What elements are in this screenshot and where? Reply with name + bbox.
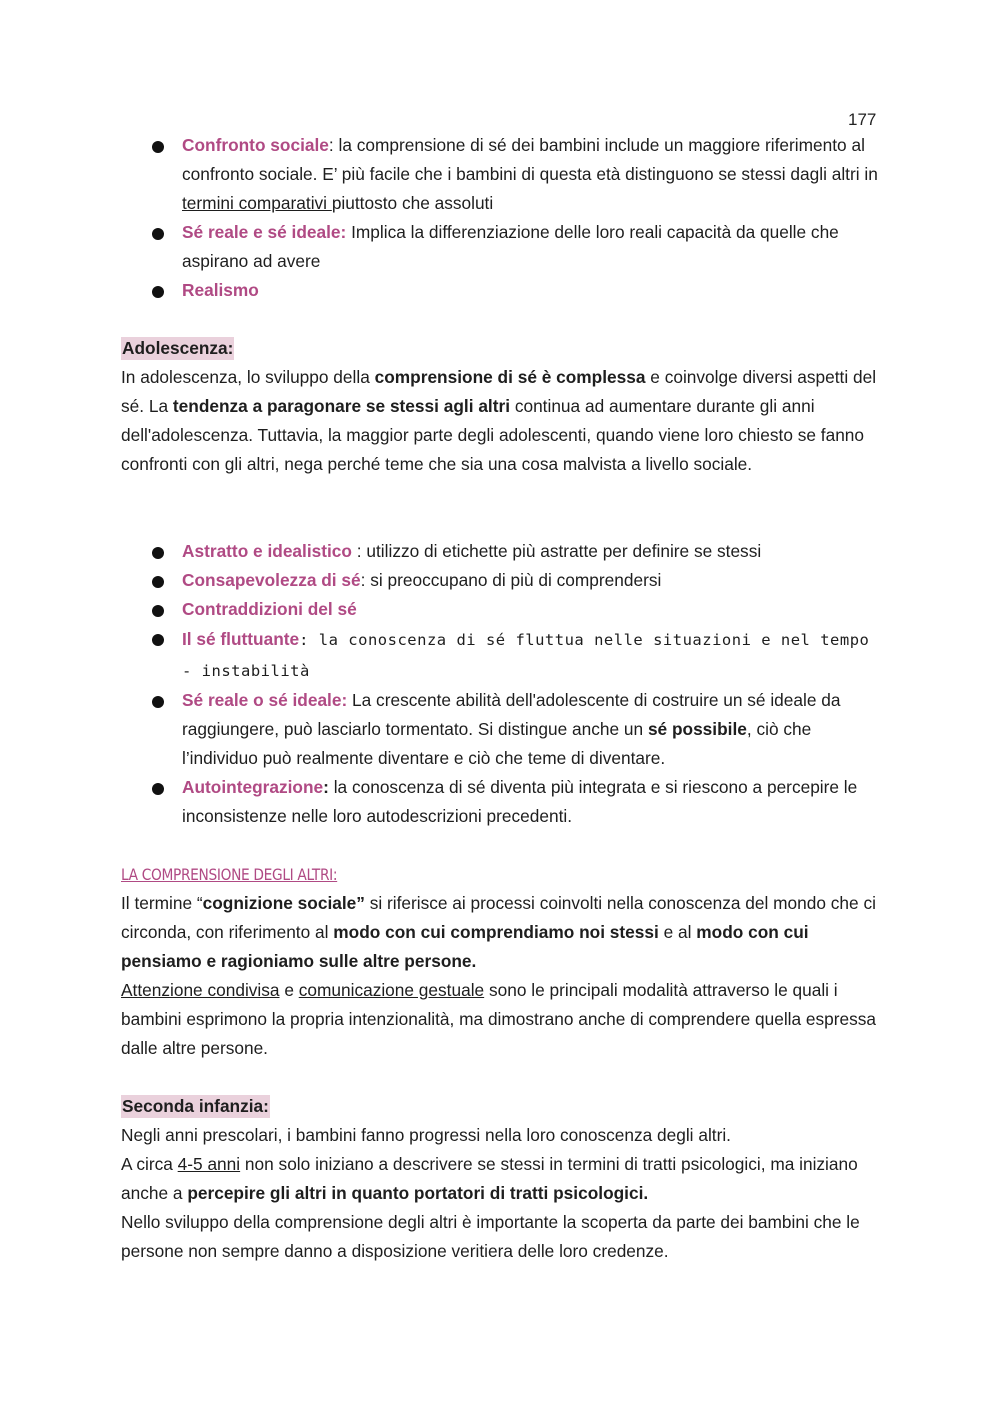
paragraph: A circa 4-5 anni non solo iniziano a descrivere se stessi in termini di tratti psicologici, ma iniziano anche a percepire gli altri in quanto portatori di tratti psicologici.: [121, 1154, 858, 1203]
bullet-icon: [152, 547, 164, 559]
list-item: [121, 624, 881, 686]
typewriter-text: : la conoscenza di sé fluttua nelle situazioni e nel tempo - instabilità: [182, 631, 870, 680]
bullet-icon: [152, 696, 164, 708]
section-comprensione: [121, 860, 881, 1063]
term: Consapevolezza di sé: [182, 570, 361, 590]
term: Il sé fluttuante: [182, 629, 300, 649]
bullet-icon: [152, 141, 164, 153]
list-self-understanding: [121, 131, 881, 305]
paragraph: Nello sviluppo della comprensione degli altri è importante la scoperta da parte dei bambini che le persone non sempre danno a disposizione veritiera delle loro credenze.: [121, 1212, 860, 1261]
term: Autointegrazione: [182, 777, 324, 797]
term: Contraddizioni del sé: [182, 599, 357, 619]
section-heading: Seconda infanzia:: [122, 1096, 269, 1116]
section-heading: Adolescenza:: [122, 338, 234, 358]
term: Realismo: [182, 280, 259, 300]
list-item: [121, 595, 881, 624]
term: Confronto sociale: [182, 135, 329, 155]
term: Sé reale o sé ideale:: [182, 690, 348, 710]
list-item: Astratto e idealistico : utilizzo di etichette più astratte per definire se stessi: [121, 537, 881, 566]
bullet-icon: [152, 634, 164, 646]
list-item: Sé reale e sé ideale: Implica la differenziazione delle loro reali capacità da quelle che aspirano ad avere: [121, 218, 881, 276]
bullet-icon: [152, 228, 164, 240]
bullet-icon: [152, 605, 164, 617]
term: Astratto e idealistico: [182, 541, 352, 561]
underlined-text: termini comparativi: [182, 193, 332, 213]
bullet-icon: [152, 783, 164, 795]
list-item: Confronto sociale: la comprensione di sé dei bambini include un maggiore riferimento al confronto sociale. E’ più facile che i bambini di questa età distinguono se stessi dagli altri in termini comparativi piuttosto che assoluti: [121, 131, 881, 218]
section-seconda-infanzia: [121, 1092, 881, 1266]
section-title: LA COMPRENSIONE DEGLI ALTRI:: [121, 865, 338, 884]
section-adolescenza: [121, 334, 881, 479]
list-item: Autointegrazione: la conoscenza di sé diventa più integrata e si riescono a percepire le inconsistenze nelle loro autodescrizioni precedenti.: [121, 773, 881, 831]
term: Sé reale e sé ideale:: [182, 222, 347, 242]
list-adolescent-self: [121, 537, 881, 831]
paragraph: In adolescenza, lo sviluppo della comprensione di sé è complessa e coinvolge diversi aspetti del sé. La tendenza a paragonare se stessi agli altri continua ad aumentare durante gli anni dell'adolescenza. Tuttavia, la maggior parte degli adolescenti, quando viene loro chiesto se fanno confronti con gli altri, nega perché teme che sia una cosa malvista a livello sociale.: [121, 367, 877, 474]
paragraph: Attenzione condivisa e comunicazione gestuale sono le principali modalità attraverso le quali i bambini esprimono la propria intenzionalità, ma dimostrano anche di comprendere quella espressa dalle altre persone.: [121, 980, 877, 1058]
list-item: [121, 276, 881, 305]
paragraph: Negli anni prescolari, i bambini fanno progressi nella loro conoscenza degli altri.: [121, 1125, 731, 1145]
bullet-icon: [152, 576, 164, 588]
page-number: 177: [848, 110, 877, 129]
paragraph: Il termine “cognizione sociale” si riferisce ai processi coinvolti nella conoscenza del mondo che ci circonda, con riferimento al modo con cui comprendiamo noi stessi e al modo con cui pensiamo e ragioniamo sulle altre persone.: [121, 893, 876, 971]
list-item: Consapevolezza di sé: si preoccupano di più di comprendersi: [121, 566, 881, 595]
bullet-icon: [152, 286, 164, 298]
list-item: Sé reale o sé ideale: La crescente abilità dell'adolescente di costruire un sé ideale da raggiungere, può lasciarlo tormentato. Si distingue anche un sé possibile, ciò che l’individuo può realmente diventare e ciò che teme di diventare.: [121, 686, 881, 773]
